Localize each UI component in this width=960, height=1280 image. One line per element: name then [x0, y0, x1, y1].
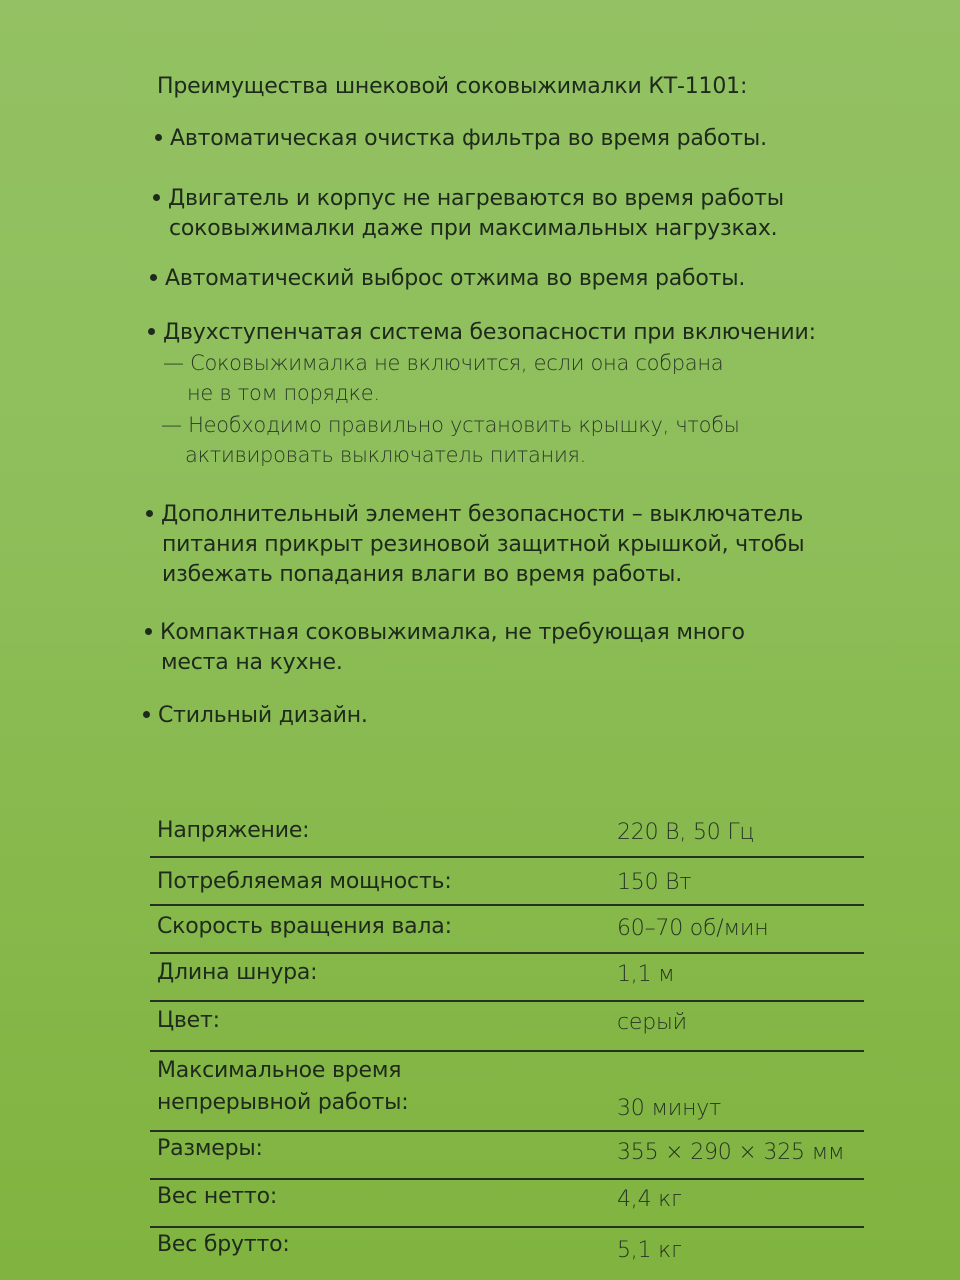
feature-item: Стильный дизайн.: [143, 701, 368, 731]
bullet-icon: [143, 711, 150, 718]
spec-value: 220 В, 50 Гц: [617, 820, 755, 845]
spec-label: Длина шнура:: [157, 960, 318, 985]
bullet-icon: [150, 274, 157, 281]
spec-value: 5,1 кг: [617, 1238, 682, 1263]
spec-label: Напряжение:: [157, 818, 310, 843]
spec-value: 1,1 м: [617, 962, 675, 987]
spec-value: 4,4 кг: [617, 1187, 682, 1212]
bullet-icon: [146, 510, 153, 517]
bullet-icon: [153, 194, 160, 201]
feature-item: Автоматическая очистка фильтра во время работы.: [155, 124, 767, 154]
spec-label: Потребляемая мощность:: [157, 869, 452, 894]
spec-label: Размеры:: [157, 1136, 263, 1161]
spec-row-color: [150, 1002, 864, 1052]
spec-row-dimensions: [150, 1132, 864, 1180]
spec-value: 30 минут: [617, 1096, 721, 1121]
spec-label: непрерывной работы:: [157, 1090, 409, 1115]
spec-row-voltage: [150, 806, 864, 858]
spec-value: 355 × 290 × 325 мм: [617, 1140, 845, 1165]
feature-item: Компактная соковыжималка, не требующая много места на кухне.: [145, 618, 745, 678]
spec-row-shaft-speed: [150, 906, 864, 954]
spec-label: Вес брутто:: [157, 1232, 290, 1257]
spec-value: 60–70 об/мин: [617, 916, 769, 941]
feature-sub-item: — Соковыжималка не включится, если она собрана не в том порядке.: [163, 351, 724, 405]
spec-row-max-runtime: [150, 1052, 864, 1132]
bullet-icon: [155, 134, 162, 141]
spec-row-net-weight: [150, 1180, 864, 1228]
specifications-table: [150, 806, 864, 1274]
spec-row-gross-weight: [150, 1228, 864, 1274]
bullet-icon: [145, 628, 152, 635]
spec-value: 150 Вт: [617, 870, 692, 895]
spec-label: Максимальное время: [157, 1058, 402, 1083]
spec-label: Вес нетто:: [157, 1184, 278, 1209]
feature-item: Двухступенчатая система безопасности при включении:: [148, 318, 816, 348]
feature-item: Автоматический выброс отжима во время работы.: [150, 264, 745, 294]
spec-label: Цвет:: [157, 1008, 220, 1033]
features-heading: Преимущества шнековой соковыжималки КТ-1101:: [157, 74, 748, 99]
spec-row-power: [150, 858, 864, 906]
spec-row-cord-length: [150, 954, 864, 1002]
spec-label: Скорость вращения вала:: [157, 914, 452, 939]
feature-sub-item: — Необходимо правильно установить крышку, чтобы активировать выключатель питания.: [161, 413, 740, 467]
spec-value: серый: [617, 1010, 687, 1035]
bullet-icon: [148, 328, 155, 335]
feature-item: Двигатель и корпус не нагреваются во время работы соковыжималки даже при максимальных нагрузках.: [153, 184, 784, 244]
feature-item: Дополнительный элемент безопасности – выключатель питания прикрыт резиновой защитной крышкой, чтобы избежать попадания влаги во время работы.: [146, 500, 804, 590]
